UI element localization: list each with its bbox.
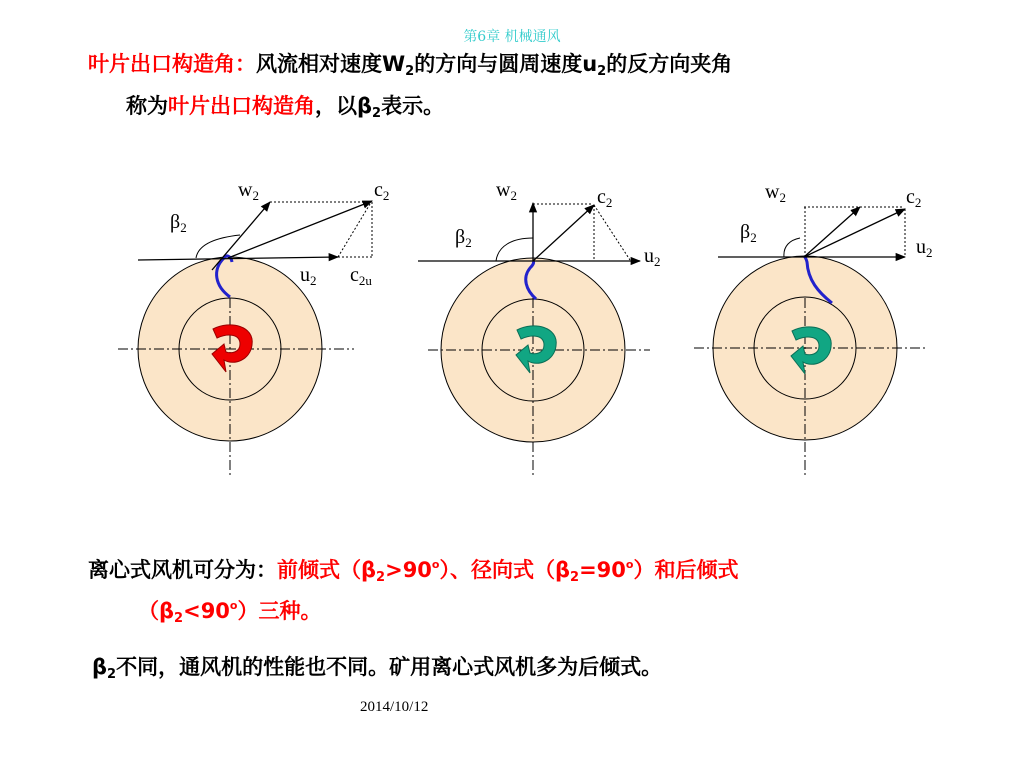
definition-line2-c: 表示。 xyxy=(381,94,445,118)
beta2-angle-arc xyxy=(784,238,800,257)
definition-line2-term: 叶片出口构造角 xyxy=(168,94,315,118)
conclusion-line: $\beta_2$不同，通风机的性能也不同。矿用离心式风机多为后倾式。 xyxy=(92,655,663,682)
classification-line-2 xyxy=(138,594,321,628)
label-c2: $c_2$ xyxy=(374,179,390,203)
definition-text-a: 风流相对速度W xyxy=(256,52,406,76)
classification-lead: 离心式风机可分为： xyxy=(88,558,277,582)
c2-vector xyxy=(533,205,594,261)
w2-vector xyxy=(804,207,860,257)
separator: 、 xyxy=(449,558,471,582)
label-u2: $u_2$ xyxy=(644,245,661,269)
backward-type: 后倾式 xyxy=(675,558,739,582)
label-beta2: $\beta_2$ xyxy=(740,221,757,245)
label-w2: $w_2$ xyxy=(238,179,259,203)
definition-line2-b: ，以β xyxy=(315,94,373,118)
c2-vector xyxy=(804,209,905,257)
label-u2: $u_2$ xyxy=(300,264,317,288)
footer-date: 2014/10/12 xyxy=(360,699,429,715)
backward-type-condition: $(\beta_2<90^o)$三种。 xyxy=(138,599,322,626)
chapter-header: 第6章 机械通风 xyxy=(463,29,561,45)
forward-type: 前倾式$(\beta_2>90^o)$ xyxy=(277,558,450,585)
diagram-backward-inclined xyxy=(694,181,933,477)
definition-text-b: 的方向与圆周速度u xyxy=(414,52,598,76)
definition-line2-a: 称为 xyxy=(126,94,168,118)
label-c2: $c_2$ xyxy=(906,186,922,210)
beta2-angle-arc xyxy=(196,235,240,258)
definition-text-c: 的反方向夹角 xyxy=(606,52,733,76)
label-c2: $c_2$ xyxy=(597,186,613,210)
label-c2u: $c_{2u}$ xyxy=(350,264,372,288)
beta2-angle-arc xyxy=(496,238,533,261)
aux-dotted-3 xyxy=(594,205,630,260)
definition-line2-sub: 2 xyxy=(372,106,382,121)
term-blade-exit-angle: 叶片出口构造角： xyxy=(88,52,256,76)
label-w2: $w_2$ xyxy=(765,181,786,205)
diagram-radial xyxy=(418,179,661,477)
diagram-forward-inclined xyxy=(118,179,389,477)
definition-sub-b: 2 xyxy=(597,64,607,79)
definition-sub-a: 2 xyxy=(405,64,415,79)
label-u2: $u_2$ xyxy=(916,236,933,260)
conjunction: 和 xyxy=(654,558,676,582)
c2-vector xyxy=(228,201,372,258)
label-w2: $w_2$ xyxy=(496,179,517,203)
radial-type: 径向式$(\beta_2=90^o)$ xyxy=(470,558,655,585)
label-beta2: $\beta_2$ xyxy=(170,211,187,235)
label-beta2: $\beta_2$ xyxy=(455,226,472,250)
classification-line-1 xyxy=(88,553,738,587)
